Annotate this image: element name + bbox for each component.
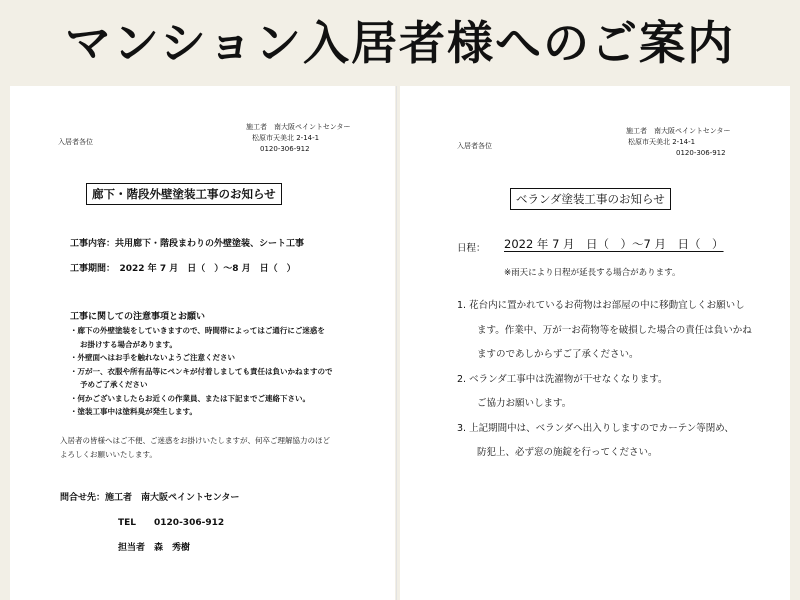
left-addressee: 入居者各位 — [58, 138, 93, 146]
list-item: 防犯上、必ず窓の施錠を行ってください。 — [477, 447, 658, 458]
left-work-content: 工事内容：共用廊下・階段まわりの外壁塗装、シート工事 — [70, 239, 305, 249]
right-notice-page — [400, 86, 790, 600]
left-contractor-name: 施工者 南大阪ペイントセンター — [246, 123, 351, 131]
left-contractor-phone: 0120-306-912 — [260, 145, 310, 153]
left-contact-label: 問合せ先：施工者 南大阪ペイントセンター — [60, 493, 240, 503]
right-rain-note: ※雨天により日程が延長する場合があります。 — [504, 268, 681, 278]
list-item: ・万が一、衣服や所有品等にペンキが付着しましても責任は負いかねますので — [70, 366, 333, 376]
left-notes-heading: 工事に関しての注意事項とお願い — [70, 312, 206, 322]
list-item: ・外壁面へはお手を触れないようご注意ください — [70, 353, 235, 362]
right-notice-title: ベランダ塗装工事のお知らせ — [510, 188, 671, 210]
left-closing-line: よろしくお願いいたします。 — [60, 450, 157, 459]
right-addressee: 入居者各位 — [457, 142, 492, 150]
banner — [0, 0, 800, 80]
left-notice-title: 廊下・階段外壁塗装工事のお知らせ — [86, 183, 282, 205]
list-item: ・塗装工事中は塗料臭が発生します。 — [70, 407, 197, 416]
right-contractor-phone: 0120-306-912 — [676, 149, 726, 157]
list-item: ますのであしからずご了承ください。 — [477, 349, 639, 360]
left-contractor-block — [246, 122, 351, 155]
list-item: 1. 花台内に置かれているお荷物はお部屋の中に移動宜しくお願いし — [457, 300, 745, 311]
list-item: 2. ベランダ工事中は洗濯物が干せなくなります。 — [457, 373, 668, 385]
left-work-period: 工事期間： 2022 年 7 月 日（ ）～8 月 日（ ） — [70, 264, 296, 274]
list-item: ・何かございましたらお近くの作業員、または下記までご連絡下さい。 — [70, 393, 310, 403]
right-date-label: 日程： — [457, 243, 486, 254]
banner-title: マンション入居者様へのご案内 — [65, 16, 735, 70]
right-contractor-name: 施工者 南大阪ペイントセンター — [626, 127, 731, 135]
list-item: 3. 上記期間中は、ベランダへ出入りしますのでカーテン等閉め、 — [457, 422, 734, 434]
right-contractor-address: 松原市天美北 2-14-1 — [628, 138, 696, 146]
left-contact-person: 担当者 森 秀樹 — [118, 543, 191, 553]
list-item: お掛けする場合があります。 — [80, 339, 177, 349]
list-item: ご協力お願いします。 — [477, 398, 572, 409]
left-closing-line: 入居者の皆様へはご不便、ご迷惑をお掛けいたしますが、何卒ご理解協力のほど — [60, 436, 330, 445]
right-contractor-block — [626, 126, 731, 159]
left-contact-tel: TEL 0120-306-912 — [118, 518, 225, 528]
list-item: ・廊下の外壁塗装をしていきますので、時間帯によってはご通行にご迷惑を — [70, 326, 325, 335]
left-closing — [60, 434, 330, 462]
left-contractor-address: 松原市天美北 2-14-1 — [252, 134, 320, 142]
left-notes-list — [70, 324, 333, 419]
list-item: ます。作業中、万が一お荷物等を破損した場合の責任は負いかね — [477, 324, 752, 336]
page-divider — [396, 86, 397, 600]
right-date-value: 2022 年 7 月 日（ ）～7 月 日（ ） — [504, 237, 724, 251]
right-items-list — [457, 294, 752, 466]
list-item: 予めご了承ください — [80, 380, 148, 389]
left-notice-page — [10, 86, 395, 600]
